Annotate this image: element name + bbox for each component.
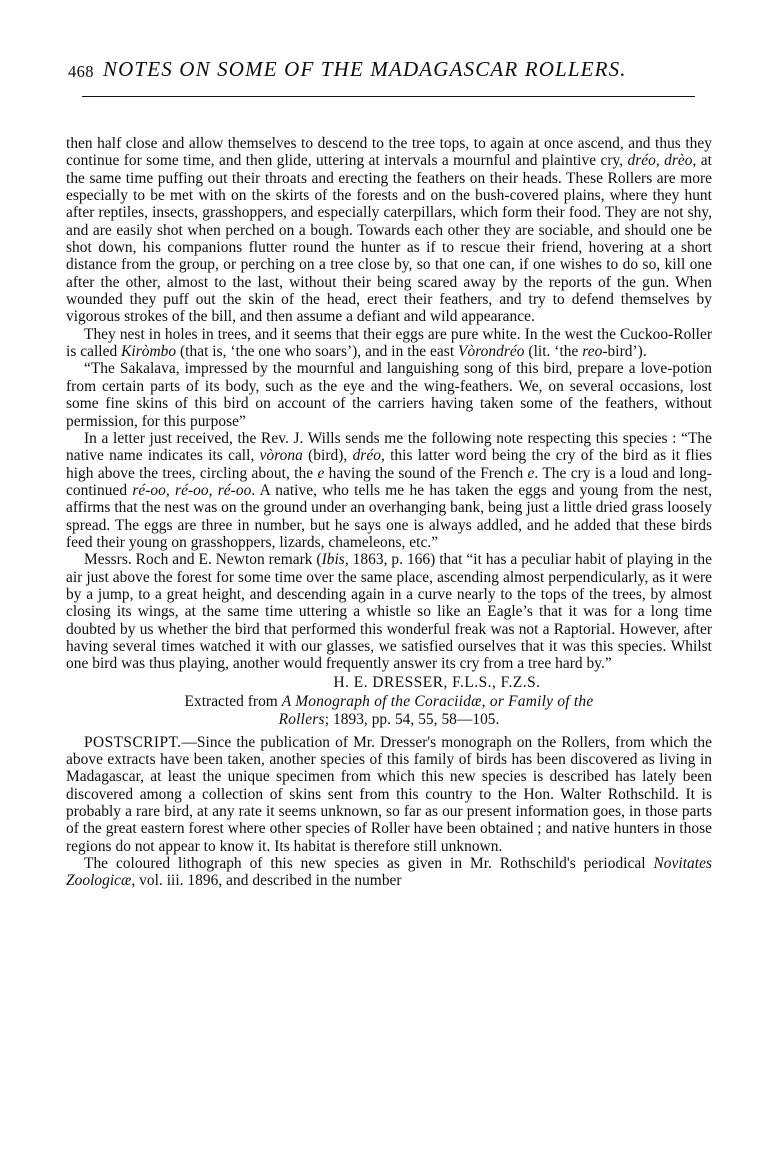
text-segment: , 1863, p. 166) that “it has a peculiar habit of playing in the air just above the forest for some time over the same place, ascending almost perpendicularly, as it were by a jump, to a great height, and descending again in a curve nearly to the tops of the trees, by almost closing its wings, at the same time uttering a whistle so like an Eagle’s that it was for a long time doubted by us whether the bird that performed this wonderful freak was not a Raptorial. However, after having several times watched it with our glasses, we satisfied ourselves that it was this species. Whilst one bird was thus playing, another would frequently answer its cry from a tree hard by.” [66, 551, 713, 673]
running-head [68, 54, 712, 84]
italic-letter-e: e [317, 464, 325, 482]
text-segment: then half close and allow themselves to descend to the tree tops, to again at once ascend, and thus they continue for some time, and then glide, uttering at intervals a mournful and plaintive cry, [66, 135, 712, 170]
running-head-title: NOTES ON SOME OF THE MADAGASCAR ROLLERS. [102, 57, 627, 81]
text-segment: (lit. ‘the [524, 343, 583, 361]
author-signature [66, 674, 712, 692]
extract-title-line-2: Rollers [278, 711, 325, 729]
italic-letter-e-french: e [527, 464, 535, 482]
paragraph-continuation [66, 135, 712, 326]
extraction-source [66, 693, 712, 730]
paragraph-sakalava-quote: “The Sakalava, impressed by the mournful and languishing song of this bird, prepare a love-potion from certain parts of its body, such as the eye and the wing-feathers. We, on several occasions, lost some fine skins of this bird on account of the carriers having taken some of the feathers, without permission, for this purpose” [66, 360, 712, 430]
page-content [66, 54, 712, 890]
paragraph-postscript [66, 734, 712, 855]
text-segment: Messrs. Roch and E. Newton remark ( [84, 551, 322, 569]
text-segment: In a letter just received, the Rev. J. Wills sends me the following note respecting this species : “The native name indicates its call, [66, 429, 712, 465]
italic-term-kirombo: Kiròmbo [121, 343, 177, 361]
italic-term-re-oo: ré-oo, ré-oo, ré-oo [132, 481, 252, 499]
paragraph-wills-letter [66, 430, 712, 551]
text-segment: -bird’). [602, 343, 647, 361]
extract-lead-text: Extracted from [184, 692, 282, 710]
italic-journal-ibis: Ibis [321, 551, 345, 569]
text-segment: , at the same time puffing out their throats and erecting the feathers on their heads. These Rollers are more especially to be met with on the skirts of the forests and on the bush-covered plains, where they hunt after reptiles, insects, grasshoppers, and especially caterpillars, which form their food. They are not shy, and are easily shot when perched on a bough. Towards each other they are sociable, and should one be shot down, his companions flutter round the hunter as if to rescue their friend, hovering at a short distance from the group, or perching on a tree close by, so that one can, if one wishes to do so, kill one after the other, almost to the last, without their being scared away by the reports of the gun. When wounded they puff out the skin of the head, erect their feathers, and try to defend themselves by vigorous strokes of the bill, and then assume a defiant and wild appearance. [66, 152, 712, 326]
italic-journal-novitates-zoologicae: Novitates Zoologicæ [66, 855, 712, 890]
extract-title-line-2-wrap [66, 711, 712, 730]
text-segment: They nest in holes in trees, and it seems that their eggs are pure white. In the west the Cuckoo-Roller is called [66, 325, 712, 361]
text-segment: , vol. iii. 1896, and described in the number [131, 872, 402, 890]
text-segment: Since the publication of Mr. Dresser's monograph on the Rollers, from which the above extracts have been taken, another species of this family of birds has been discovered as living in Madagascar, at least the unique specimen from which this new species is described has lately been discovered among a collection of skins sent from this country to the Hon. Walter Rothschild. It is probably a rare bird, at any rate it seems unknown, so far as our present information goes, in those parts of the great eastern forest where other species of Roller have been obtained ; and native hunters in those regions do not appear to know it. Its habitat is therefore still unknown. [66, 733, 712, 855]
paragraph-roch-newton [66, 551, 712, 672]
extract-title-line-1: A Monograph of the Coraciidæ, or Family of the [281, 692, 594, 710]
italic-term-dreo-dreo: dréo, drèo [627, 152, 693, 170]
header-rule [82, 96, 695, 97]
italic-term-dreo: dréo [352, 447, 381, 465]
postscript-label: POSTSCRIPT. [84, 733, 182, 751]
text-segment: (bird), [302, 447, 353, 465]
text-segment: . The cry is a loud and long-continued [66, 464, 712, 499]
text-segment: having the sound of the French [324, 464, 528, 482]
postscript-dash: — [181, 733, 197, 751]
text-segment: The coloured lithograph of this new species as given in Mr. Rothschild's periodical [84, 855, 654, 873]
paragraph-lithograph [66, 855, 712, 890]
body-text [66, 135, 712, 890]
page-folio-number: 468 [68, 62, 94, 81]
text-segment: (that is, ‘the one who soars’), and in the east [176, 343, 459, 361]
italic-term-vorona: vòrona [259, 447, 303, 465]
extract-citation-tail: ; 1893, pp. 54, 55, 58—105. [324, 711, 500, 729]
text-segment: . A native, who tells me he has taken the eggs and young from the nest, affirms that the nest was on the ground under an overhanging bank, being just a little dried grass loosely spread. The eggs are three in number, but he says one is always addled, and he added that these birds feed their young on grasshoppers, lizards, chameleons, etc.” [66, 481, 712, 551]
italic-term-vorondreo: Vòrondréo [458, 343, 525, 361]
signature-text: H. E. DRESSER, F.L.S., F.Z.S. [333, 673, 541, 691]
italic-term-reo: reo [582, 343, 603, 361]
paragraph-nesting [66, 326, 712, 361]
text-segment: , this latter word being the cry of the bird as it flies high above the trees, circling about, the [66, 447, 712, 482]
